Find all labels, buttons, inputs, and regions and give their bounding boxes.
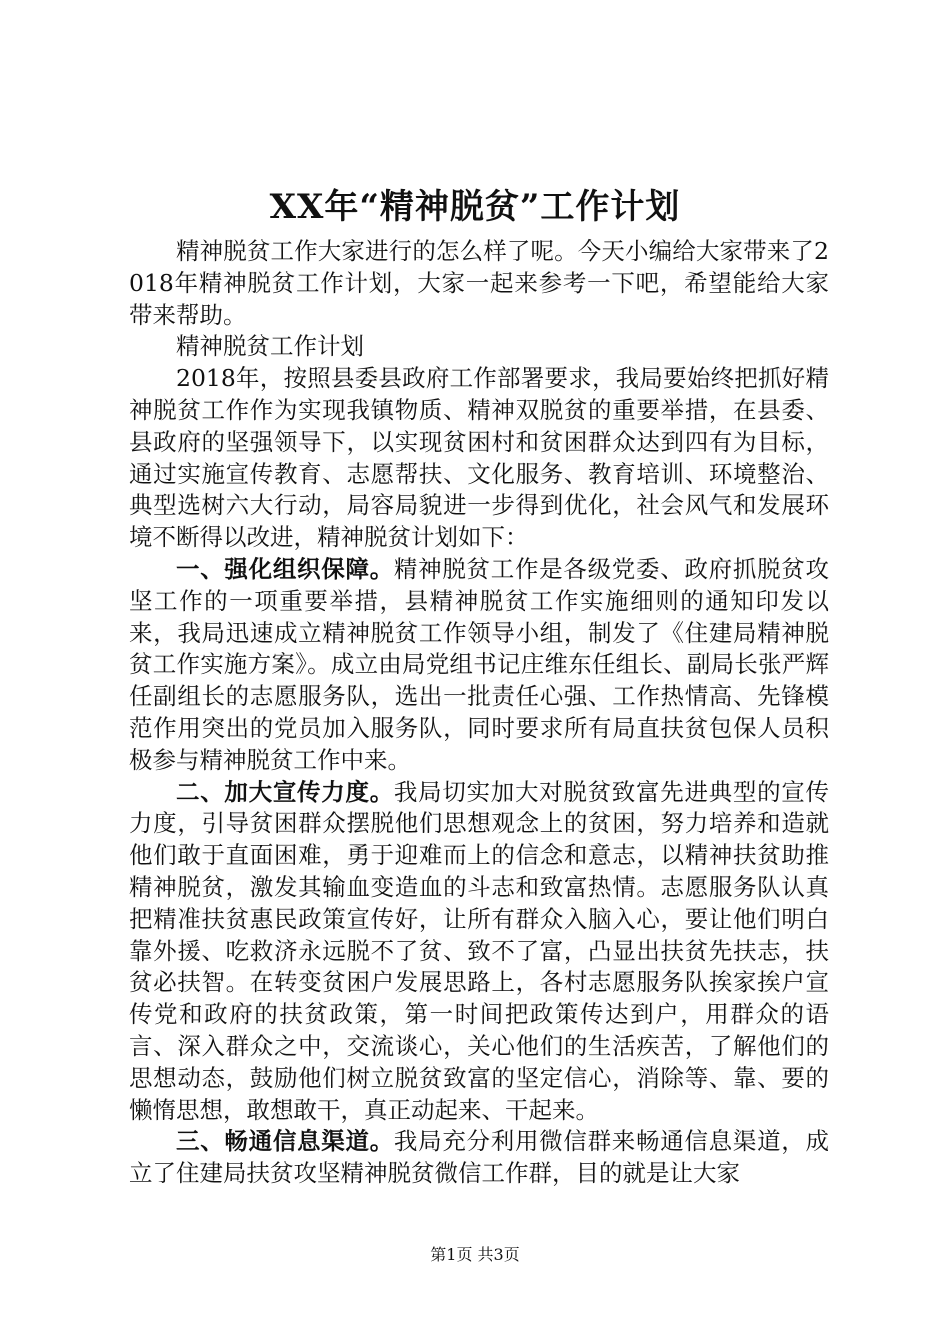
paragraph-text: 精神脱贫工作计划 — [176, 332, 364, 361]
paragraph-overview — [129, 363, 829, 554]
section-heading: 三、畅通信息渠道。 — [176, 1127, 394, 1156]
paragraph-text: 我局切实加大对脱贫致富先进典型的宣传力度，引导贫困群众摆脱他们思想观念上的贫困，努力培养和造就他们敢于直面困难，勇于迎难而上的信念和意志，以精神扶贫助推精神脱贫，激发其输血变造血的斗志和致富热情。志愿服务队认真把精准扶贫惠民政策宣传好，让所有群众入脑入心，要让他们明白靠外援、吃救济永远脱不了贫、致不了富，凸显出扶贫先扶志，扶贫必扶智。在转变贫困户发展思路上，各村志愿服务队挨家挨户宣传党和政府的扶贫政策，第一时间把政策传达到户，用群众的语言、深入群众之中，交流谈心，关心他们的生活疾苦，了解他们的思想动态，鼓励他们树立脱贫致富的坚定信心，消除等、靠、要的懒惰思想，敢想敢干，真正动起来、干起来。 — [129, 777, 830, 1124]
paragraph-text: 我局充分利用微信群来畅通信息渠道，成立了住建局扶贫攻坚精神脱贫微信工作群，目的就是让大家 — [129, 1127, 830, 1188]
paragraph-subtitle — [129, 331, 829, 363]
paragraph-text: 精神脱贫工作是各级党委、政府抓脱贫攻坚工作的一项重要举措，县精神脱贫工作实施细则的通知印发以来，我局迅速成立精神脱贫工作领导小组，制发了《住建局精神脱贫工作实施方案》。成立由局党组书记庄维东任组长、副局长张严辉任副组长的志愿服务队，选出一批责任心强、工作热情高、先锋模范作用突出的党员加入服务队，同时要求所有局直扶贫包保人员积极参与精神脱贫工作中来。 — [129, 554, 830, 774]
page-footer: 第1页 共3页 — [430, 1245, 520, 1264]
section-heading: 一、强化组织保障。 — [176, 554, 394, 583]
document-body — [129, 236, 829, 1190]
paragraph-text: 精神脱贫工作大家进行的怎么样了呢。今天小编给大家带来了2018年精神脱贫工作计划，大家一起来参考一下吧，希望能给大家带来帮助。 — [129, 237, 829, 329]
paragraph-section-1 — [129, 554, 829, 777]
paragraph-section-3 — [129, 1126, 829, 1190]
paragraph-intro — [129, 236, 829, 331]
document-title: XX年“精神脱贫”工作计划 — [269, 187, 681, 227]
section-heading: 二、加大宣传力度。 — [176, 777, 394, 806]
paragraph-text: 2018年，按照县委县政府工作部署要求，我局要始终把抓好精神脱贫工作作为实现我镇物质、精神双脱贫的重要举措，在县委、县政府的坚强领导下，以实现贫困村和贫困群众达到四有为目标，通过实施宣传教育、志愿帮扶、文化服务、教育培训、环境整治、典型选树六大行动，局容局貌进一步得到优化，社会风气和发展环境不断得以改进，精神脱贫计划如下： — [129, 364, 829, 552]
paragraph-section-2 — [129, 777, 829, 1127]
